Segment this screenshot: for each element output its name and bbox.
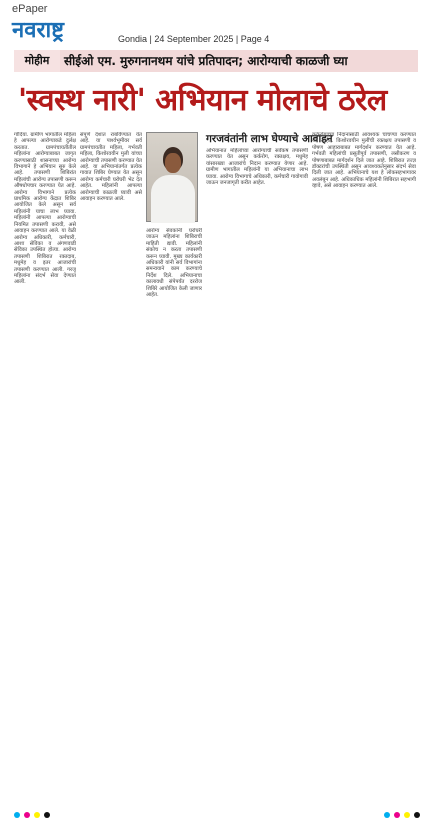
epaper-label: ePaper <box>12 3 48 15</box>
column-2-text: संपूर्ण देशात राबविण्यात येत आहे. या पार्श्वभूमीवर सर्व ग्रामपंचायतीत महिला, गर्भवती महिला, किशोरवयीन मुली यांच्या आरोग्याची तपासणी करण्यात येत आहे. या अभियानांतर्गत प्रत्येक गावात शिबिर घेण्यात येत असून आरोग्य कर्मचारी घरोघरी भेट देत आहेत. महिलांनी आपल्या आरोग्याची काळजी घ्यावी असे आवाहन करण्यात आले. <box>80 132 142 203</box>
column-1-text: गोंदिया. ग्रामीण भागातील महिला हे आपल्या आरोग्याकडे दुर्लक्ष करतात. ग्रामपंचायतीतील महिलांना आरोग्याबाबत जागृत करण्यासाठी शासनाच्या आरोग्य विभागाने हे अभियान सुरु केले आहे. तपासणी शिबिरांत महिलांची आरोग्य तपासणी करून औषधोपचार करण्यात येत आहे. आरोग्य विभागाने प्रत्येक प्राथमिक आरोग्य केंद्रात शिबिर आयोजित केले असून सर्व महिलांनी याचा लाभ घ्यावा. महिलांनी आपल्या आरोग्याची नियमित तपासणी करावी, असे आवाहन करण्यात आले. या वेळी आरोग्य अधिकारी, कर्मचारी, आशा सेविका व अंगणवाडी सेविका उपस्थित होत्या. आरोग्य तपासणी शिबिरात रक्तदाब, मधुमेह व इतर आजारांची तपासणी करण्यात आली. गरजू महिलांना संदर्भ सेवा देण्यात आली. <box>14 132 76 286</box>
article-column-1 <box>14 132 76 404</box>
print-register-strip <box>0 404 432 419</box>
author-photo <box>146 132 198 222</box>
column-4-text: कर्करोगाच्या निदानासाठी आवश्यक चाचण्या करण्यात येत आहेत. किशोरवयीन मुलींची रक्तक्षय तपासणी व पोषण आहाराबाबत मार्गदर्शन करण्यात येत आहे. गर्भवती महिलांची प्रसूतीपूर्व तपासणी, लसीकरण व पोषणाबाबत मार्गदर्शन दिले जात आहे. शिबिरात तज्ज्ञ डॉक्टरांची उपस्थिती असून आवश्यकतेनुसार संदर्भ सेवा दिली जात आहे. अभियानाचे यश हे लोकसहभागावर अवलंबून आहे. अधिकाधिक महिलांनी शिबिरात सहभागी व्हावे, असे आवाहन करण्यात आले. <box>312 132 416 190</box>
column-3-text: अभियानात महिलांच्या आरोग्याची सर्वंकष तपासणी करण्यात येत असून कर्करोग, रक्तक्षय, मधुमेह यांसारख्या आजारांचे निदान करण्यात येणार आहे. ग्रामीण भागातील महिलांनी या अभियानाचा लाभ घ्यावा. आरोग्य विभागाचे अधिकारी, कर्मचारी गावोगावी जाऊन जनजागृती करीत आहेत. <box>206 148 308 187</box>
column-5-text: आरोग्य सेवकांनी घरोघरी जाऊन महिलांना शिबिराची माहिती द्यावी. महिलांनी संकोच न करता तपासणी करून घ्यावी. मुख्य कार्यकारी अधिकारी यांनी सर्व विभागांना समन्वयाने काम करण्याचे निर्देश दिले. अभियानाचा कालावधी संपेपर्यंत दररोज शिबिरे आयोजित केली जाणार आहेत. <box>146 228 202 299</box>
magenta-register-mark <box>394 812 400 818</box>
headline: 'स्वस्थ नारी' अभियान मोलाचे ठरेल <box>18 83 387 118</box>
cyan-register-mark <box>384 812 390 818</box>
kicker-text: सीईओ एम. मुरुगनानथम यांचे प्रतिपादन; आरोग्याची काळजी घ्या <box>64 54 348 68</box>
cyan-register-mark <box>14 812 20 818</box>
black-register-mark <box>44 812 50 818</box>
article-column-4 <box>312 132 416 332</box>
section-tag: मोहीम <box>14 50 60 72</box>
article-column-2 <box>80 132 142 404</box>
magenta-register-mark <box>24 812 30 818</box>
masthead-logo[interactable]: नवराष्ट्र <box>12 18 64 43</box>
article-column-5 <box>146 228 202 404</box>
subheadline: गरजवंतांनी लाभ घेण्याचे आवाहन <box>206 133 333 145</box>
edition-line: Gondia | 24 September 2025 | Page 4 <box>118 34 270 44</box>
black-register-mark <box>414 812 420 818</box>
article-column-3 <box>206 148 308 404</box>
yellow-register-mark <box>404 812 410 818</box>
page-header <box>0 0 432 48</box>
yellow-register-mark <box>34 812 40 818</box>
